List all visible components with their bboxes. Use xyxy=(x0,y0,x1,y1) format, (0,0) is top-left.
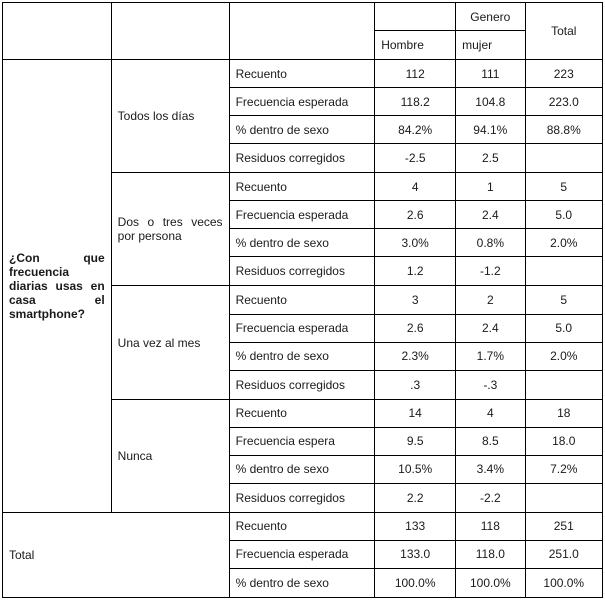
cell-total: 223.0 xyxy=(525,88,603,116)
category-label: Nunca xyxy=(111,399,229,512)
cell-mujer: 4 xyxy=(456,399,525,427)
cell-hombre: 133.0 xyxy=(375,540,456,568)
category-label: Dos o tres veces por persona xyxy=(111,173,229,286)
cell-hombre: 100.0% xyxy=(375,568,456,597)
stat-label: Recuento xyxy=(229,512,375,540)
stat-label: % dentro de sexo xyxy=(229,455,375,483)
category-label: Una vez al mes xyxy=(111,286,229,399)
cell-mujer: 100.0% xyxy=(456,568,525,597)
cell-total: 5 xyxy=(525,173,603,201)
cell-total xyxy=(525,483,603,512)
cell-total: 251 xyxy=(525,512,603,540)
cell-total: 7.2% xyxy=(525,455,603,483)
cell-total: 2.0% xyxy=(525,229,603,257)
cell-total xyxy=(525,257,603,286)
stat-label: Frecuencia esperada xyxy=(229,314,375,342)
header-blank-cell xyxy=(111,3,229,60)
header-blank-cell xyxy=(375,3,456,31)
cell-hombre: 2.3% xyxy=(375,342,456,370)
cell-hombre: 14 xyxy=(375,399,456,427)
header-genero: Genero xyxy=(456,3,525,31)
cell-mujer: 3.4% xyxy=(456,455,525,483)
header-blank-cell xyxy=(3,3,112,60)
cell-mujer: 111 xyxy=(456,60,525,88)
cell-hombre: 112 xyxy=(375,60,456,88)
cell-mujer: -1.2 xyxy=(456,257,525,286)
crosstab-table xyxy=(2,2,603,598)
total-label: Total xyxy=(3,512,230,597)
cell-mujer: 2 xyxy=(456,286,525,314)
cell-mujer: 0.8% xyxy=(456,229,525,257)
header-row-1 xyxy=(3,3,603,31)
cell-hombre: 9.5 xyxy=(375,427,456,455)
cell-hombre: 2.2 xyxy=(375,483,456,512)
cell-mujer: 94.1% xyxy=(456,116,525,144)
cell-mujer: 8.5 xyxy=(456,427,525,455)
stat-label: % dentro de sexo xyxy=(229,116,375,144)
cell-mujer: 118.0 xyxy=(456,540,525,568)
stat-label: % dentro de sexo xyxy=(229,568,375,597)
stat-label: % dentro de sexo xyxy=(229,229,375,257)
cell-total xyxy=(525,144,603,173)
cell-hombre: 2.6 xyxy=(375,201,456,229)
cell-mujer: 1.7% xyxy=(456,342,525,370)
stat-label: Frecuencia esperada xyxy=(229,201,375,229)
stat-label: Residuos corregidos xyxy=(229,144,375,173)
cell-total: 5.0 xyxy=(525,201,603,229)
table-row xyxy=(3,60,603,88)
header-mujer: mujer xyxy=(456,31,525,60)
cell-total: 100.0% xyxy=(525,568,603,597)
cell-total: 223 xyxy=(525,60,603,88)
cell-total: 251.0 xyxy=(525,540,603,568)
cell-hombre: 3 xyxy=(375,286,456,314)
cell-mujer: 104.8 xyxy=(456,88,525,116)
cell-total: 5.0 xyxy=(525,314,603,342)
cell-hombre: 84.2% xyxy=(375,116,456,144)
stat-label: Frecuencia esperada xyxy=(229,540,375,568)
stat-label: Frecuencia espera xyxy=(229,427,375,455)
cell-mujer: -.3 xyxy=(456,370,525,399)
cell-hombre: 118.2 xyxy=(375,88,456,116)
stat-label: Recuento xyxy=(229,60,375,88)
cell-mujer: 2.4 xyxy=(456,201,525,229)
cell-hombre: 4 xyxy=(375,173,456,201)
header-total: Total xyxy=(525,3,603,60)
header-blank-cell xyxy=(229,3,375,60)
cell-hombre: 2.6 xyxy=(375,314,456,342)
cell-hombre: 10.5% xyxy=(375,455,456,483)
cell-total: 18.0 xyxy=(525,427,603,455)
cell-hombre: 1.2 xyxy=(375,257,456,286)
cell-mujer: 2.5 xyxy=(456,144,525,173)
cell-total xyxy=(525,370,603,399)
cell-total: 5 xyxy=(525,286,603,314)
cell-hombre: 133 xyxy=(375,512,456,540)
table-row xyxy=(3,512,603,540)
cell-hombre: .3 xyxy=(375,370,456,399)
cell-mujer: 118 xyxy=(456,512,525,540)
stat-label: Recuento xyxy=(229,286,375,314)
stat-label: Residuos corregidos xyxy=(229,483,375,512)
cell-total: 88.8% xyxy=(525,116,603,144)
cell-mujer: 2.4 xyxy=(456,314,525,342)
variable-label: ¿Con que frecuencia diarias usas en casa el smartphone? xyxy=(3,60,112,513)
cell-total: 2.0% xyxy=(525,342,603,370)
cell-mujer: -2.2 xyxy=(456,483,525,512)
cell-mujer: 1 xyxy=(456,173,525,201)
cell-total: 18 xyxy=(525,399,603,427)
stat-label: Recuento xyxy=(229,399,375,427)
cell-hombre: -2.5 xyxy=(375,144,456,173)
stat-label: Frecuencia esperada xyxy=(229,88,375,116)
stat-label: % dentro de sexo xyxy=(229,342,375,370)
stat-label: Recuento xyxy=(229,173,375,201)
category-label: Todos los días xyxy=(111,60,229,173)
stat-label: Residuos corregidos xyxy=(229,370,375,399)
stat-label: Residuos corregidos xyxy=(229,257,375,286)
header-hombre: Hombre xyxy=(375,31,456,60)
cell-hombre: 3.0% xyxy=(375,229,456,257)
